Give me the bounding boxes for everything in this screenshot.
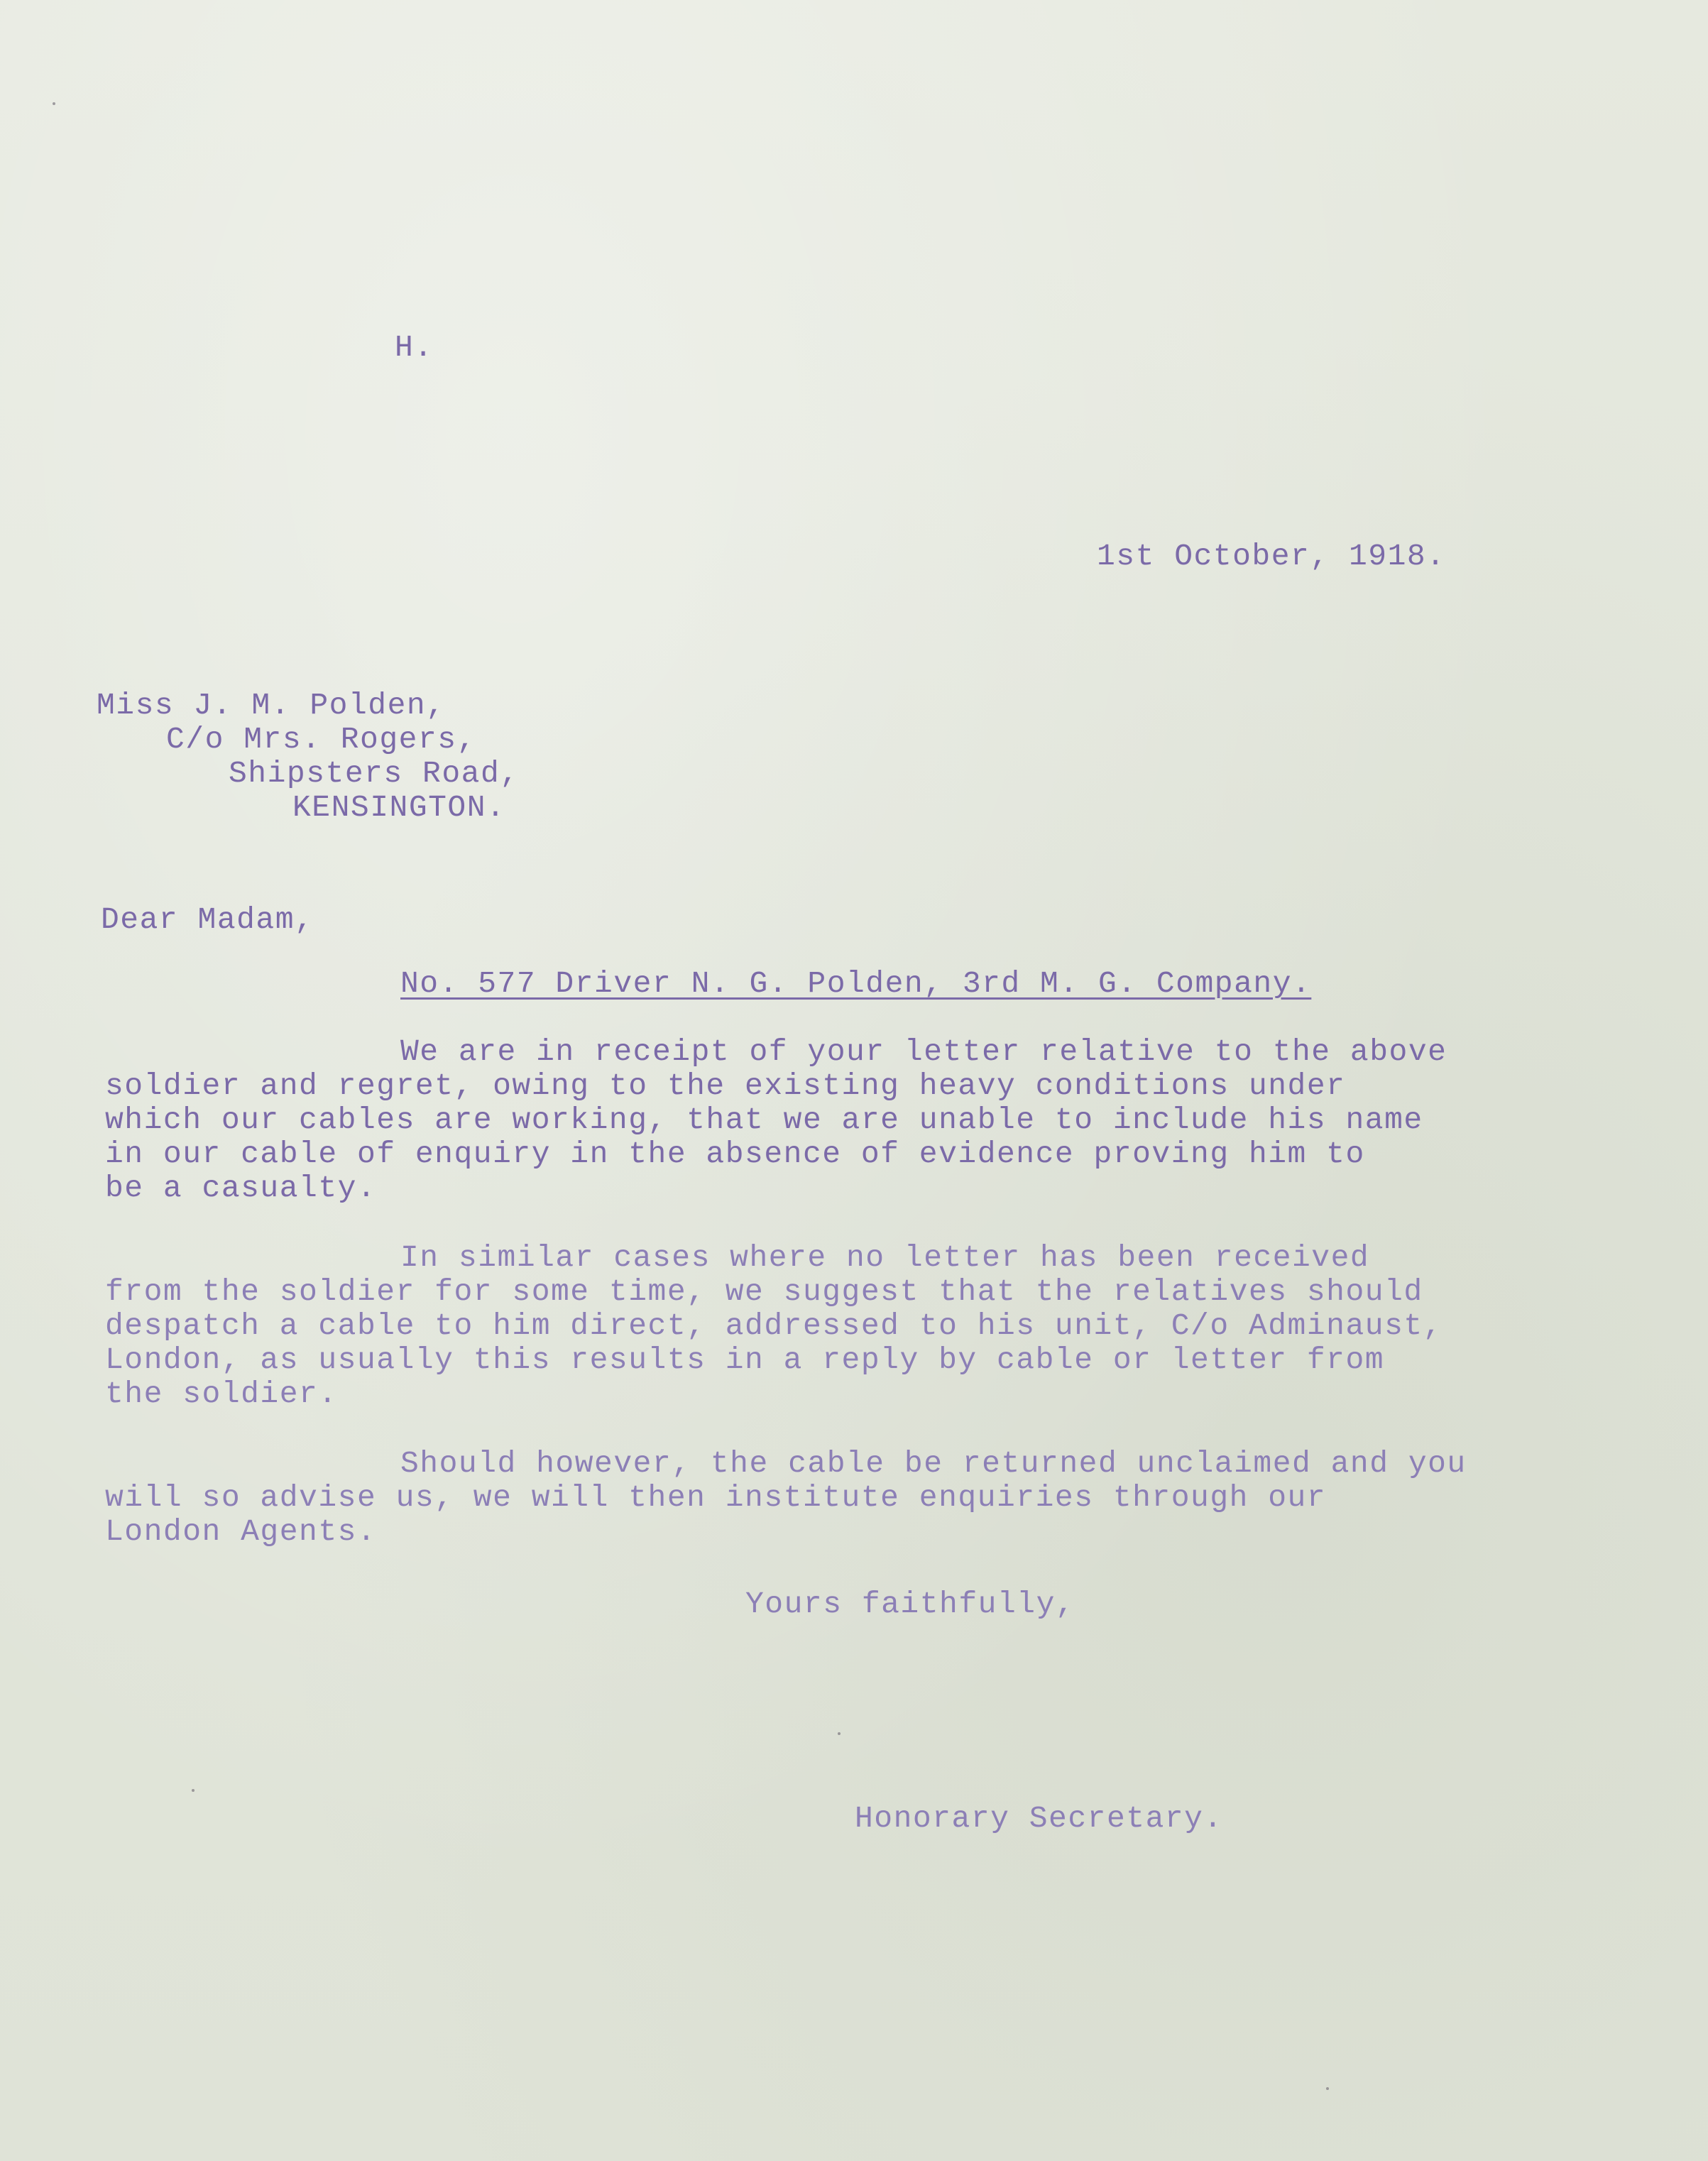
paragraph-3-line-2: will so advise us, we will then institute enquiries through our bbox=[105, 1480, 1327, 1515]
paragraph-3-line-3: London Agents. bbox=[105, 1514, 377, 1549]
paragraph-1-line-1: We are in receipt of your letter relative to the above bbox=[400, 1034, 1447, 1069]
paragraph-1-line-2: soldier and regret, owing to the existing heavy conditions under bbox=[105, 1068, 1346, 1103]
paper-speck bbox=[1326, 2087, 1329, 2090]
paragraph-2-line-4: London, as usually this results in a reply by cable or letter from bbox=[105, 1342, 1385, 1377]
address-line-1: Miss J. M. Polden, bbox=[97, 688, 446, 723]
address-line-4: KENSINGTON. bbox=[292, 790, 506, 825]
salutation: Dear Madam, bbox=[101, 902, 314, 937]
paper-speck bbox=[192, 1789, 195, 1792]
paper-speck bbox=[838, 1732, 841, 1735]
closing: Yours faithfully, bbox=[745, 1587, 1075, 1621]
paragraph-3-line-1: Should however, the cable be returned unclaimed and you bbox=[400, 1446, 1467, 1481]
paragraph-1-line-3: which our cables are working, that we are unable to include his name bbox=[105, 1103, 1423, 1137]
paragraph-1-line-4: in our cable of enquiry in the absence of evidence proving him to bbox=[105, 1137, 1365, 1171]
subject-line: No. 577 Driver N. G. Polden, 3rd M. G. Company. bbox=[400, 966, 1312, 1001]
reference-mark: H. bbox=[395, 330, 434, 365]
paragraph-2-line-2: from the soldier for some time, we suggest that the relatives should bbox=[105, 1274, 1423, 1309]
paragraph-1-line-5: be a casualty. bbox=[105, 1171, 377, 1205]
paragraph-2-line-5: the soldier. bbox=[105, 1377, 338, 1411]
paragraph-2-line-1: In similar cases where no letter has been received bbox=[400, 1240, 1370, 1275]
paper-speck bbox=[53, 102, 55, 105]
letter-date: 1st October, 1918. bbox=[1097, 539, 1446, 574]
address-line-2: C/o Mrs. Rogers, bbox=[166, 722, 476, 757]
signature-title: Honorary Secretary. bbox=[855, 1801, 1223, 1836]
address-line-3: Shipsters Road, bbox=[229, 756, 520, 791]
paragraph-2-line-3: despatch a cable to him direct, addressed to his unit, C/o Adminaust, bbox=[105, 1308, 1443, 1343]
